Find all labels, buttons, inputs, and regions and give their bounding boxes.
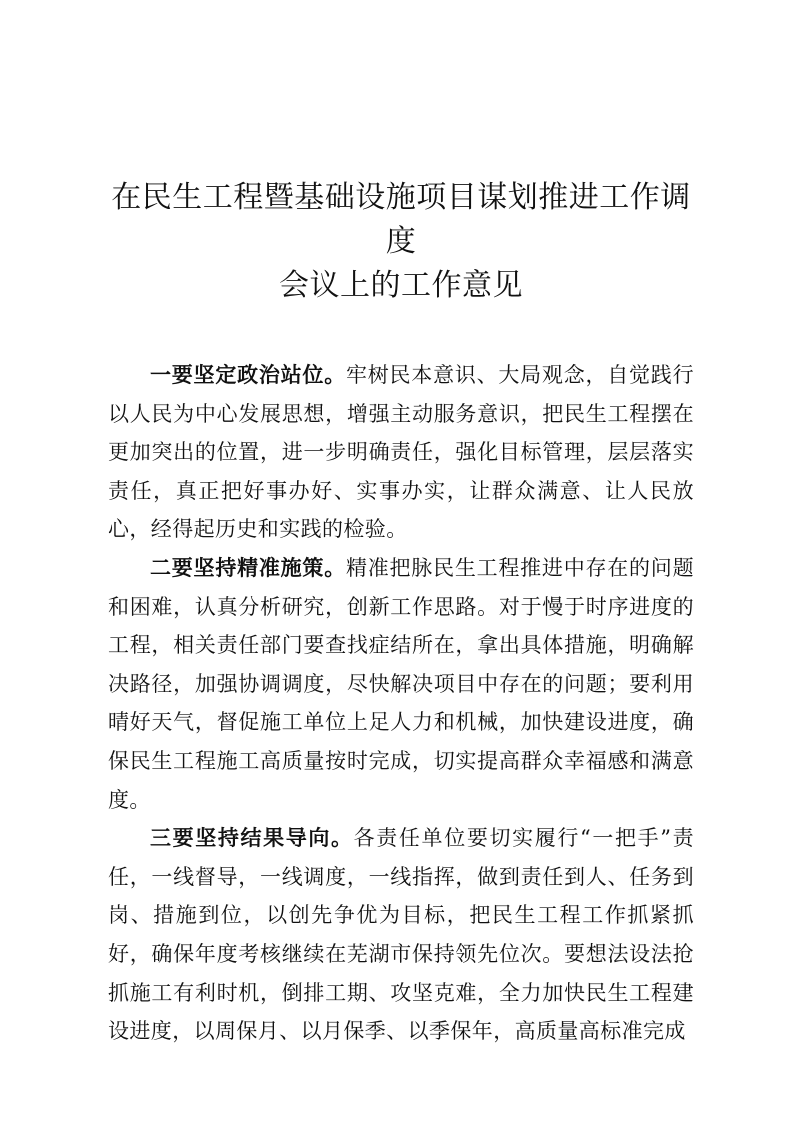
paragraph-1-text: 牢树民本意识、大局观念，自觉践行以人民为中心发展思想，增强主动服务意识，把民生工程摆在更加突出的位置，进一步明确责任，强化目标管理，层层落实责任，真正把好事办好、实事办实，让群众满意、让人民放心，经得起历史和实践的检验。	[108, 363, 694, 542]
paragraph-3	[108, 819, 694, 1051]
paragraph-2-text: 精准把脉民生工程推进中存在的问题和困难，认真分析研究，创新工作思路。对于慢于时序进度的工程，相关责任部门要查找症结所在，拿出具体措施，明确解决路径，加强协调调度，尽快解决项目中存在的问题；要利用晴好天气，督促施工单位上足人力和机械，加快建设进度，确保民生工程施工高质量按时完成，切实提高群众幸福感和满意度。	[108, 555, 694, 812]
paragraph-1	[108, 356, 694, 549]
paragraph-3-lead: 三要坚持结果导向。	[150, 825, 354, 851]
paragraph-2	[108, 549, 694, 819]
document-title	[108, 176, 694, 308]
title-line-2: 会议上的工作意见	[279, 268, 523, 303]
paragraph-3-text: 各责任单位要切实履行“一把手”责任，一线督导，一线调度，一线指挥，做到责任到人、任务到岗、措施到位，以创先争优为目标，把民生工程工作抓紧抓好，确保年度考核继续在芜湖市保持领先位次。要想法设法抢抓施工有利时机，倒排工期、攻坚克难，全力加快民生工程建设进度，以周保月、以月保季、以季保年，高质量高标准完成	[108, 826, 694, 1044]
paragraph-2-lead: 二要坚持精准施策。	[150, 554, 346, 580]
document-body	[108, 356, 694, 1051]
paragraph-1-lead: 一要坚定政治站位。	[150, 362, 346, 387]
title-line-1: 在民生工程暨基础设施项目谋划推进工作调度	[111, 180, 691, 259]
